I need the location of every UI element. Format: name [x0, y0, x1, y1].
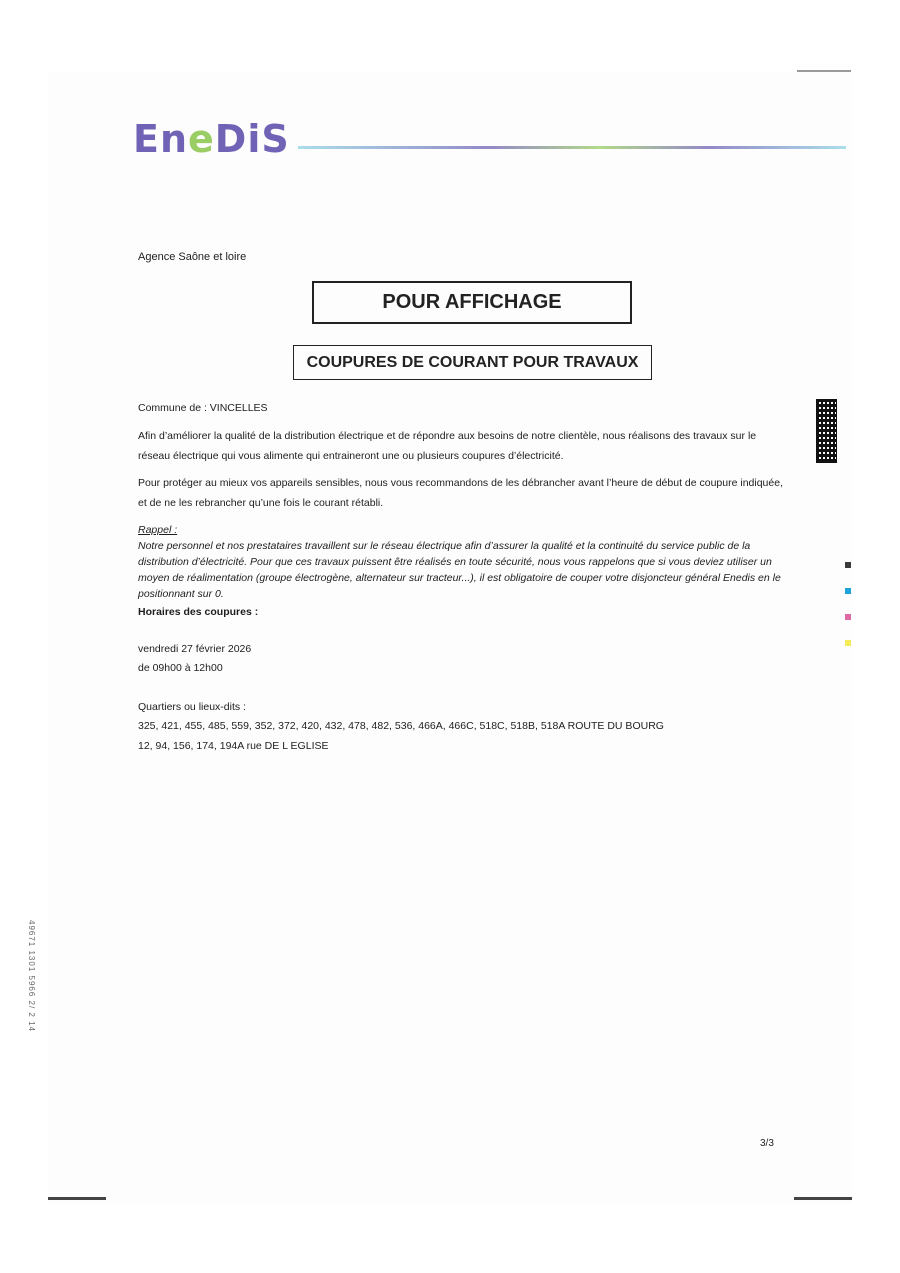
enedis-logo	[133, 117, 290, 161]
logo-text-3: DiS	[214, 117, 290, 161]
side-print-code: 49671 1301 5966 2/ 2 14	[27, 920, 36, 1032]
locations-heading: Quartiers ou lieux-dits :	[138, 701, 246, 713]
logo-text-2: e	[188, 117, 215, 161]
rappel-section	[138, 522, 788, 602]
page-number: 3/3	[760, 1138, 774, 1149]
locations-line-rue-de-l-eglise: 12, 94, 156, 174, 194A rue DE L EGLISE	[138, 740, 329, 752]
header-rule	[298, 146, 846, 149]
outage-time: de 09h00 à 12h00	[138, 662, 223, 674]
rappel-title: Rappel :	[138, 524, 178, 536]
subtitle-text: COUPURES DE COURANT POUR TRAVAUX	[306, 353, 639, 371]
locations-line-route-du-bourg: 325, 421, 455, 485, 559, 352, 372, 420, 432, 478, 482, 536, 466A, 466C, 518C, 518B, 518A ROUTE DU BOURG	[138, 720, 664, 732]
scan-mark-bottom-right	[794, 1197, 852, 1200]
intro-paragraph: Afin d’améliorer la qualité de la distribution électrique et de répondre aux besoins de notre clientèle, nous réalisons des travaux sur le réseau électrique qui vous alimente qui entraineront une ou plusieurs coupures d’électricité.	[138, 430, 757, 462]
title-text: POUR AFFICHAGE	[382, 291, 562, 313]
scan-mark-top	[797, 70, 851, 72]
agency-name: Agence Saône et loire	[138, 251, 247, 263]
print-swatch-black	[845, 562, 851, 568]
title-box	[312, 281, 632, 324]
print-swatch-magenta	[845, 614, 851, 620]
scan-mark-bottom-left	[48, 1197, 106, 1200]
logo-text-1: En	[133, 117, 189, 161]
document-page	[48, 72, 852, 1204]
print-swatch-yellow	[845, 640, 851, 646]
commune-line: Commune de : VINCELLES	[138, 402, 268, 414]
outage-date: vendredi 27 février 2026	[138, 643, 252, 655]
advice-paragraph: Pour protéger au mieux vos appareils sensibles, nous vous recommandons de les débrancher avant l’heure de début de coupure indiquée, et de ne les rebrancher qu’une fois le courant rétabli.	[138, 477, 783, 509]
subtitle-box	[293, 345, 652, 380]
datamatrix-code	[816, 399, 837, 463]
print-swatch-cyan	[845, 588, 851, 594]
rappel-text: Notre personnel et nos prestataires travaillent sur le réseau électrique afin d’assurer la qualité et la continuité du service public de la distribution d’électricité. Pour que ces travaux puissent être réalisés en toute sécurité, nous vous rappelons que si vous deviez utiliser un moyen de réalimentation (groupe électrogène, alternateur sur tracteur...), il est obligatoire de couper votre disjoncteur général Enedis en le positionnant sur 0.	[138, 540, 781, 600]
schedule-heading: Horaires des coupures :	[138, 606, 259, 618]
